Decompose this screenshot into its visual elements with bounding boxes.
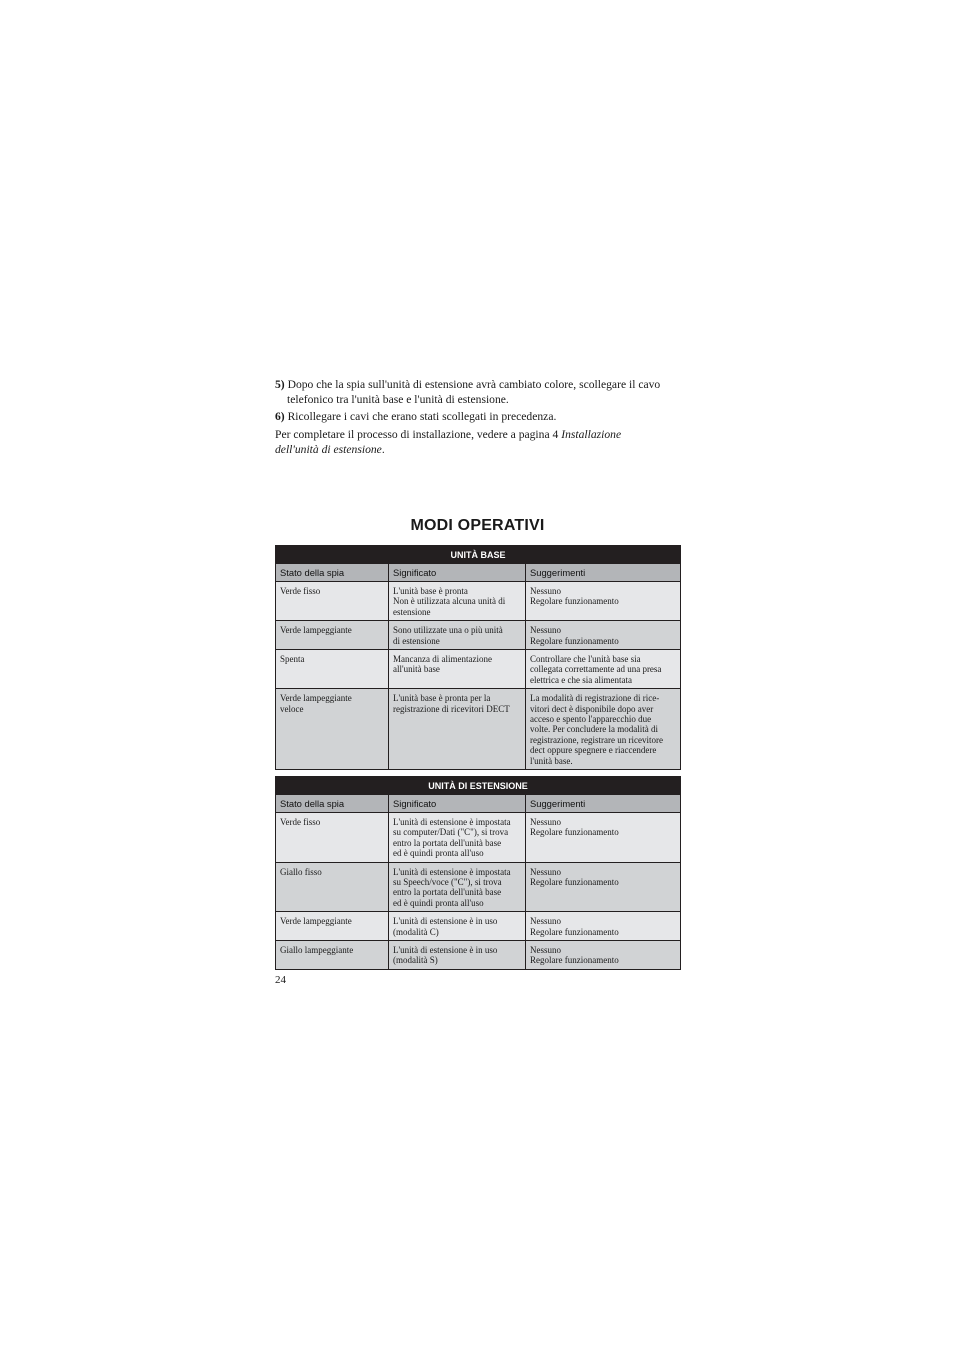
column-header-status: Stato della spia xyxy=(276,795,389,813)
meaning-cell: L'unità base è pronta Non è utilizzata alcuna unità di estensione xyxy=(389,582,526,621)
table-row xyxy=(276,941,681,970)
table-row xyxy=(276,689,681,770)
note-suffix: . xyxy=(381,442,385,456)
meaning-cell: Sono utilizzate una o più unità di estensione xyxy=(389,621,526,650)
step-text-continued: telefonico tra l'unità base e l'unità di estensione. xyxy=(287,392,509,406)
meaning-cell: Mancanza di alimentazione all'unità base xyxy=(389,650,526,689)
table-caption: UNITÀ DI ESTENSIONE xyxy=(276,777,681,795)
table-row xyxy=(276,813,681,863)
table-row xyxy=(276,650,681,689)
step-number: 5) xyxy=(275,378,285,391)
step-6 xyxy=(275,410,685,425)
table-row xyxy=(276,582,681,621)
status-cell: Spenta xyxy=(276,650,389,689)
suggestion-cell: Nessuno Regolare funzionamento xyxy=(526,941,681,970)
table-row xyxy=(276,862,681,912)
meaning-cell: L'unità di estensione è in uso (modalità C) xyxy=(389,912,526,941)
step-text: Dopo che la spia sull'unità di estensione avrà cambiato colore, scollegare il cavo xyxy=(287,378,661,391)
status-cell: Verde lampeggiante veloce xyxy=(276,689,389,770)
base-unit-table xyxy=(275,545,681,770)
step-5 xyxy=(275,378,685,407)
status-cell: Verde fisso xyxy=(276,813,389,863)
note-ref-b: dell'unità di estensione xyxy=(275,442,382,456)
meaning-cell: L'unità di estensione è impostata su computer/Dati ("C"), si trova entro la portata dell'unità base ed è quindi pronta all'uso xyxy=(389,813,526,863)
column-header-status: Stato della spia xyxy=(276,564,389,582)
status-cell: Verde lampeggiante xyxy=(276,621,389,650)
status-cell: Verde lampeggiante xyxy=(276,912,389,941)
extension-unit-table xyxy=(275,776,681,970)
suggestion-cell: Nessuno Regolare funzionamento xyxy=(526,862,681,912)
section-title: MODI OPERATIVI xyxy=(410,517,545,534)
meaning-cell: L'unità base è pronta per la registrazione di ricevitori DECT xyxy=(389,689,526,770)
table-caption: UNITÀ BASE xyxy=(276,546,681,564)
suggestion-cell: Controllare che l'unità base sia collegata correttamente ad una presa elettrica e che sia alimentata xyxy=(526,650,681,689)
meaning-cell: L'unità di estensione è impostata su Speech/voce ("C"), si trova entro la portata dell'unità base ed è quindi pronta all'uso xyxy=(389,862,526,912)
note-ref-a: Installazione xyxy=(561,428,622,441)
column-header-suggestion: Suggerimenti xyxy=(526,795,681,813)
suggestion-cell: Nessuno Regolare funzionamento xyxy=(526,813,681,863)
status-cell: Verde fisso xyxy=(276,582,389,621)
column-header-meaning: Significato xyxy=(389,795,526,813)
status-cell: Giallo fisso xyxy=(276,862,389,912)
suggestion-cell: Nessuno Regolare funzionamento xyxy=(526,912,681,941)
install-note xyxy=(275,428,685,457)
suggestion-cell: La modalità di registrazione di rice- vitori dect è disponibile dopo aver acceso e spento l'apparecchio due volte. Per concludere la modalità di registrazione, registrare un ricevitore dect oppure spegnere e riaccendere l'unità base. xyxy=(526,689,681,770)
meaning-cell: L'unità di estensione è in uso (modalità S) xyxy=(389,941,526,970)
status-cell: Giallo lampeggiante xyxy=(276,941,389,970)
step-number: 6) xyxy=(275,410,285,423)
table-row xyxy=(276,621,681,650)
column-header-suggestion: Suggerimenti xyxy=(526,564,681,582)
table-row xyxy=(276,912,681,941)
suggestion-cell: Nessuno Regolare funzionamento xyxy=(526,621,681,650)
column-header-meaning: Significato xyxy=(389,564,526,582)
suggestion-cell: Nessuno Regolare funzionamento xyxy=(526,582,681,621)
step-text: Ricollegare i cavi che erano stati scollegati in precedenza. xyxy=(287,410,557,423)
page-number: 24 xyxy=(275,974,286,986)
note-text: Per completare il processo di installazione, vedere a pagina 4 xyxy=(275,428,559,441)
